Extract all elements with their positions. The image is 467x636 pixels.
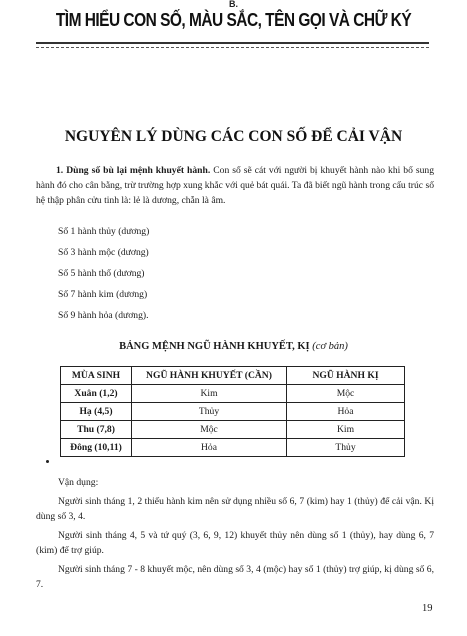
column-header: MÙA SINH <box>61 367 132 385</box>
table-cell: Xuân (1,2) <box>61 385 132 403</box>
element-table <box>60 366 405 457</box>
table-title-note: (cơ bản) <box>312 341 348 352</box>
table-title-text: BẢNG MỆNH NGŨ HÀNH KHUYẾT, KỊ <box>119 341 310 352</box>
table-row <box>61 421 405 439</box>
table-row <box>61 403 405 421</box>
table-cell: Đông (10,11) <box>61 439 132 457</box>
table-cell: Hạ (4,5) <box>61 403 132 421</box>
table-cell: Thủy <box>132 403 287 421</box>
application-paragraph: Người sinh tháng 7 - 8 khuyết mộc, nên dùng số 3, 4 (mộc) hay số 1 (thủy) trợ giúp, kị dùng số 6, 7. <box>36 564 434 590</box>
column-header: NGŨ HÀNH KHUYẾT (CẦN) <box>132 367 287 385</box>
table-title <box>0 341 467 352</box>
list-item: Số 3 hành mộc (dương) <box>58 247 149 258</box>
section-title: NGUYÊN LÝ DÙNG CÁC CON SỐ ĐỂ CẢI VẬN <box>64 128 403 145</box>
header-dashed-rule <box>36 47 429 48</box>
table-cell: Thủy <box>287 439 405 457</box>
table-header-row <box>61 367 405 385</box>
application-label: Vận dụng: <box>58 477 99 488</box>
chapter-mark: B. <box>229 0 238 9</box>
table-cell: Kim <box>132 385 287 403</box>
table-cell: Mộc <box>132 421 287 439</box>
intro-paragraph <box>36 163 434 208</box>
table-cell: Mộc <box>287 385 405 403</box>
table-cell: Thu (7,8) <box>61 421 132 439</box>
list-item: Số 1 hành thủy (dương) <box>58 226 150 237</box>
column-header: NGŨ HÀNH KỊ <box>287 367 405 385</box>
table-row <box>61 439 405 457</box>
table-cell: Hỏa <box>287 403 405 421</box>
table-cell: Hỏa <box>132 439 287 457</box>
list-item: Số 7 hành kim (dương) <box>58 289 148 300</box>
page-number: 19 <box>422 603 433 614</box>
print-speck <box>46 460 49 463</box>
header-rule <box>36 42 429 44</box>
running-head: TÌM HIỂU CON SỐ, MÀU SẮC, TÊN GỌI VÀ CHỮ KÝ <box>55 10 412 30</box>
intro-body: Con số sẽ cát với người bị khuyết hành nào khi bổ sung hành đó cho cân bằng, trừ trường hợp xung khắc với quẻ bát quái. Ta đã biết ngũ hành trong cấu trúc số hệ thập phân cửu tinh là: lẻ là dương, chẵn là âm. <box>36 165 434 206</box>
list-item: Số 5 hành thổ (dương) <box>58 268 145 279</box>
table-row <box>61 385 405 403</box>
intro-lead: 1. Dùng số bù lại mệnh khuyết hành. <box>56 165 211 176</box>
application-paragraph: Người sinh tháng 1, 2 thiếu hành kim nên sử dụng nhiều số 6, 7 (kim) hay 1 (thủy) để cải vận. Kị dùng số 3, 4. <box>36 496 434 522</box>
application-paragraph: Người sinh tháng 4, 5 và tứ quý (3, 6, 9, 12) khuyết thủy nên dùng số 1 (thủy), hay dùng 6, 7 (kim) để trợ giúp. <box>36 530 434 556</box>
list-item: Số 9 hành hỏa (dương). <box>58 310 149 321</box>
table-cell: Kim <box>287 421 405 439</box>
